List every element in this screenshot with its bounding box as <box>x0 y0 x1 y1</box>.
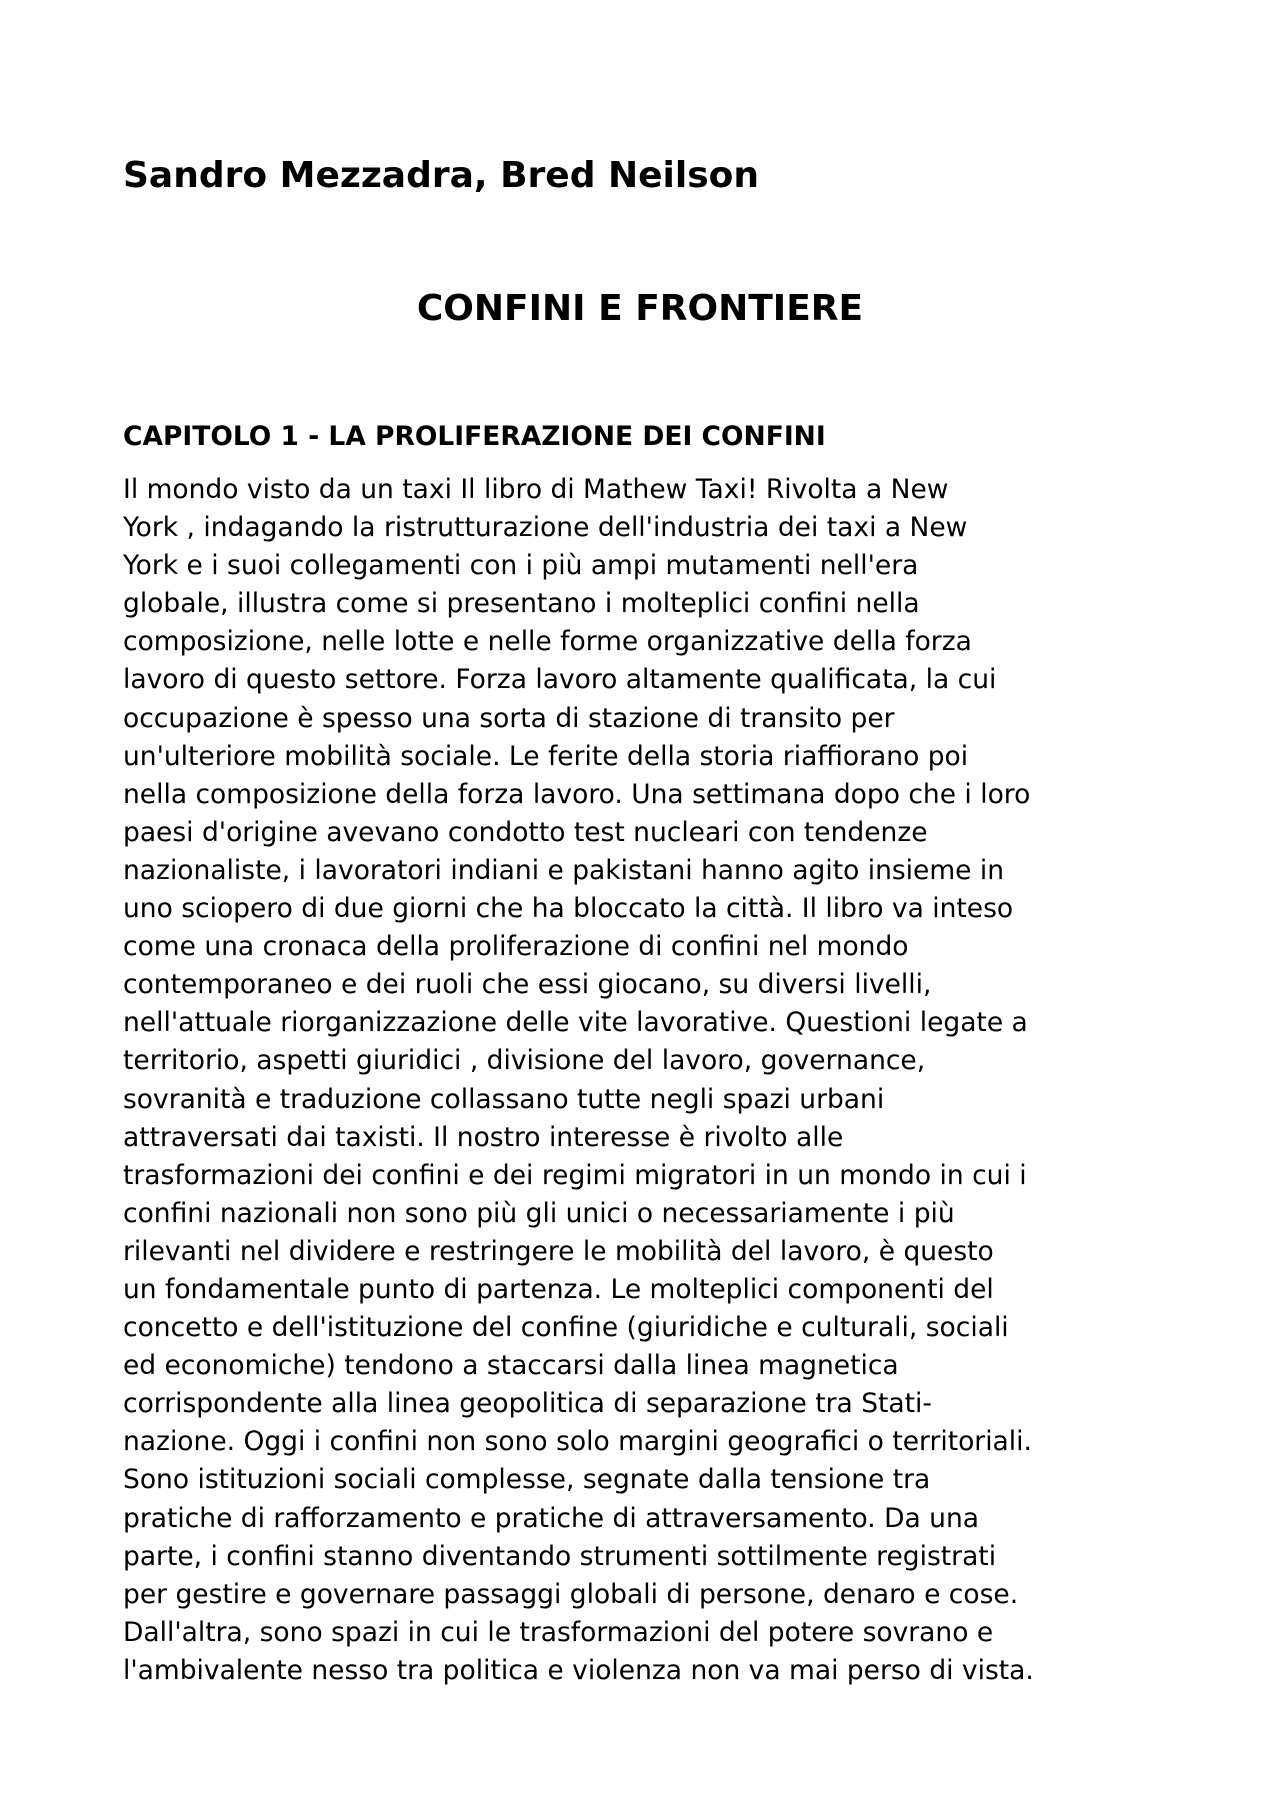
body-text-line: attraversati dai taxisti. Il nostro interesse è rivolto alle <box>123 1121 844 1153</box>
document-title: CONFINI E FRONTIERE <box>416 288 864 329</box>
body-text-line: uno sciopero di due giorni che ha bloccato la città. Il libro va inteso <box>123 893 1014 925</box>
body-text-line: Dall'altra, sono spazi in cui le trasformazioni del potere sovrano e <box>123 1616 994 1648</box>
body-text-line: concetto e dell'istituzione del confine (giuridiche e culturali, sociali <box>123 1312 1009 1344</box>
chapter-heading: CAPITOLO 1 - LA PROLIFERAZIONE DEI CONFINI <box>123 421 826 452</box>
body-text-line: un fondamentale punto di partenza. Le molteplici componenti del <box>123 1273 994 1305</box>
body-text-line: rilevanti nel dividere e restringere le mobilità del lavoro, è questo <box>123 1235 994 1267</box>
body-text-line: come una cronaca della proliferazione di confini nel mondo <box>123 931 909 963</box>
body-text-line: nazione. Oggi i confini non sono solo margini geografici o territoriali. <box>123 1426 1032 1458</box>
body-text-line: contemporaneo e dei ruoli che essi giocano, su diversi livelli, <box>123 969 932 1001</box>
body-paragraph <box>123 471 1034 1690</box>
body-text-line: un'ulteriore mobilità sociale. Le ferite della storia riaffiorano poi <box>123 740 969 772</box>
body-text-line: York , indagando la ristrutturazione dell'industria dei taxi a New <box>123 512 968 544</box>
author-heading: Sandro Mezzadra, Bred Neilson <box>123 155 760 196</box>
body-text-line: per gestire e governare passaggi globali di persone, denaro e cose. <box>123 1578 1019 1610</box>
body-text-line: lavoro di questo settore. Forza lavoro altamente qualificata, la cui <box>123 664 997 696</box>
body-text-line: nell'attuale riorganizzazione delle vite lavorative. Questioni legate a <box>123 1007 1028 1039</box>
body-text-line: sovranità e traduzione collassano tutte negli spazi urbani <box>123 1083 885 1115</box>
body-text-line: nazionaliste, i lavoratori indiani e pakistani hanno agito insieme in <box>123 854 1005 886</box>
body-text-line: corrispondente alla linea geopolitica di separazione tra Stati- <box>123 1388 932 1420</box>
body-text-line: pratiche di rafforzamento e pratiche di attraversamento. Da una <box>123 1502 980 1534</box>
body-text-line: Sono istituzioni sociali complesse, segnate dalla tensione tra <box>123 1464 931 1496</box>
body-text-line: confini nazionali non sono più gli unici o necessariamente i più <box>123 1197 955 1229</box>
body-text-line: parte, i confini stanno diventando strumenti sottilmente registrati <box>123 1540 997 1572</box>
body-text-line: territorio, aspetti giuridici , divisione del lavoro, governance, <box>123 1045 926 1077</box>
body-text-line: composizione, nelle lotte e nelle forme organizzative della forza <box>123 626 972 658</box>
body-text-line: Il mondo visto da un taxi Il libro di Mathew Taxi! Rivolta a New <box>123 474 949 505</box>
body-text-line: York e i suoi collegamenti con i più ampi mutamenti nell'era <box>123 550 919 582</box>
body-text-line: globale, illustra come si presentano i molteplici confini nella <box>123 588 920 620</box>
body-text-line: ed economiche) tendono a staccarsi dalla linea magnetica <box>123 1350 899 1382</box>
body-text-line: l'ambivalente nesso tra politica e violenza non va mai perso di vista. <box>123 1654 1034 1686</box>
body-text-line: paesi d'origine avevano condotto test nucleari con tendenze <box>123 816 928 848</box>
body-text-line: trasformazioni dei confini e dei regimi migratori in un mondo in cui i <box>123 1159 1027 1191</box>
body-text-line: occupazione è spesso una sorta di stazione di transito per <box>123 702 895 734</box>
body-text-line: nella composizione della forza lavoro. Una settimana dopo che i loro <box>123 778 1031 810</box>
